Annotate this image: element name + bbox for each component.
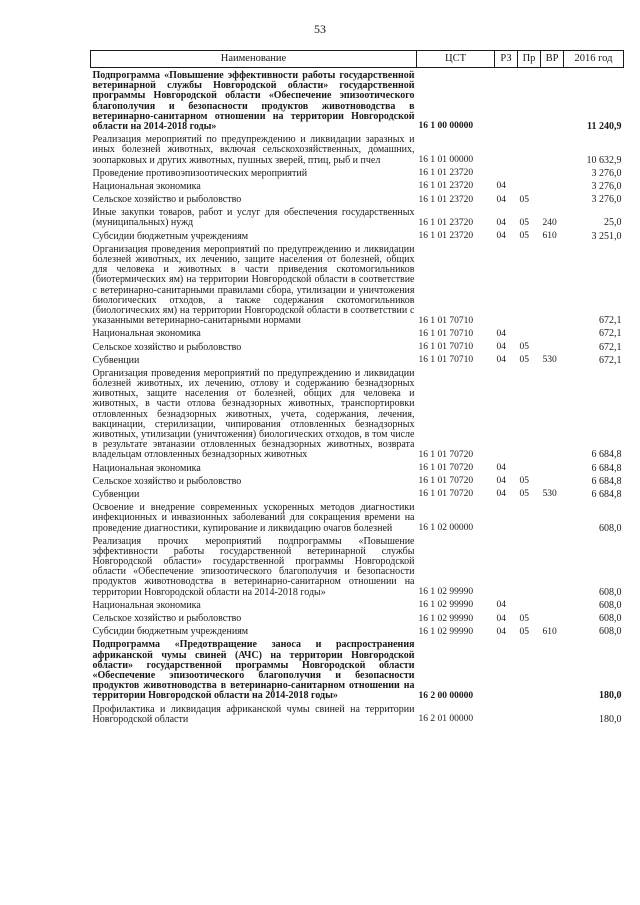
column-header-vr: ВР — [541, 51, 564, 68]
table-row — [91, 326, 624, 339]
table-row — [91, 166, 624, 179]
row-amount: 608,0 — [599, 599, 622, 611]
row-name: Подпрограмма «Повышение эффективности работы государственной ветеринарной службы Новгородской области» государственной программы Новгородской области «Обеспечение эпизоотического благополучия и безопасности продуктов животноводства в ветеринарно-санитарном отношении на территории Новгородской области на 2014-2018 годы» — [92, 70, 415, 132]
row-vr — [541, 366, 564, 461]
row-cst: 16 1 01 70710 — [418, 355, 474, 366]
table-row — [91, 487, 624, 500]
row-amount: 10 632,9 — [586, 154, 622, 166]
page-number: 53 — [314, 22, 326, 36]
row-vr — [541, 637, 564, 701]
row-vr — [541, 702, 564, 725]
table-row — [91, 353, 624, 366]
row-rz — [495, 637, 518, 701]
row-pr — [518, 132, 541, 166]
table-row — [91, 340, 624, 353]
row-pr — [518, 242, 541, 327]
row-rz: 04 — [496, 355, 506, 366]
row-pr — [518, 326, 541, 339]
row-cst: 16 1 01 70710 — [418, 315, 474, 326]
row-vr: 530 — [542, 355, 557, 366]
row-name: Национальная экономика — [92, 599, 201, 611]
row-pr — [518, 534, 541, 598]
row-amount: 608,0 — [599, 586, 622, 598]
table-row — [91, 179, 624, 192]
table-row — [91, 611, 624, 624]
row-cst: 16 1 01 70720 — [418, 449, 474, 460]
row-pr — [518, 702, 541, 725]
table-row — [91, 68, 624, 133]
row-vr — [541, 534, 564, 598]
row-cst: 16 1 00 00000 — [418, 121, 474, 132]
table-row — [91, 534, 624, 598]
row-name: Иные закупки товаров, работ и услуг для обеспечения государственных (муниципальных) нужд — [92, 207, 415, 229]
row-name: Реализация мероприятий по предупреждению и ликвидации заразных и иных болезней животных, включая сельскохозяйственных, домашних, зоопарковых и других животных, пушных зверей, птиц, рыб и пчел — [92, 134, 415, 166]
row-amount: 180,0 — [599, 713, 622, 725]
row-pr: 05 — [519, 217, 529, 228]
row-cst: 16 1 01 23720 — [418, 217, 474, 228]
row-vr — [541, 242, 564, 327]
row-name: Национальная экономика — [92, 328, 201, 340]
row-amount: 11 240,9 — [587, 120, 622, 132]
row-name: Профилактика и ликвидация африканской чумы свиней на территории Новгородской области — [92, 703, 415, 725]
row-rz: 04 — [496, 600, 506, 611]
row-rz: 04 — [496, 613, 506, 624]
table-row — [91, 229, 624, 242]
table-row — [91, 132, 624, 166]
row-amount: 25,0 — [604, 217, 622, 229]
row-amount: 608,0 — [599, 626, 622, 638]
row-vr: 610 — [542, 231, 557, 242]
row-rz: 04 — [496, 328, 506, 339]
row-rz: 04 — [496, 342, 506, 352]
row-cst: 16 1 01 70720 — [418, 463, 474, 474]
row-pr: 05 — [519, 231, 529, 242]
table-row — [91, 192, 624, 205]
row-amount: 3 276,0 — [591, 180, 622, 192]
row-rz — [495, 242, 518, 327]
row-rz: 04 — [496, 463, 506, 474]
row-vr — [541, 598, 564, 611]
table-row — [91, 242, 624, 327]
row-amount: 608,0 — [599, 613, 622, 624]
row-name: Национальная экономика — [92, 180, 201, 192]
row-vr — [541, 326, 564, 339]
table-row — [91, 461, 624, 474]
row-pr — [518, 366, 541, 461]
column-header-year: 2016 год — [564, 51, 624, 68]
row-vr — [541, 166, 564, 179]
row-rz: 04 — [496, 231, 506, 242]
row-pr — [518, 461, 541, 474]
row-vr — [541, 461, 564, 474]
row-rz: 04 — [496, 217, 506, 228]
row-pr — [518, 637, 541, 701]
row-vr — [541, 500, 564, 534]
row-rz — [495, 166, 518, 179]
table-row — [91, 702, 624, 725]
row-amount: 6 684,8 — [591, 462, 622, 474]
row-name: Сельское хозяйство и рыболовство — [92, 613, 242, 624]
row-vr — [541, 611, 564, 624]
row-cst: 16 1 01 23720 — [418, 181, 474, 192]
row-cst: 16 1 02 99990 — [418, 613, 474, 624]
table-row — [91, 474, 624, 487]
row-name: Сельское хозяйство и рыболовство — [92, 475, 242, 487]
row-pr: 05 — [519, 342, 529, 352]
table-row — [91, 637, 624, 701]
row-cst: 16 1 01 23720 — [418, 231, 474, 242]
row-name: Субсидии бюджетным учреждениям — [92, 626, 249, 638]
row-pr — [518, 166, 541, 179]
row-cst: 16 1 01 00000 — [418, 155, 474, 165]
row-cst: 16 1 02 99990 — [418, 600, 474, 611]
row-rz: 04 — [496, 489, 506, 500]
row-name: Субвенции — [92, 488, 140, 500]
row-rz — [495, 534, 518, 598]
row-amount: 672,1 — [599, 315, 622, 327]
row-cst: 16 1 02 00000 — [418, 523, 474, 533]
row-amount: 3 251,0 — [591, 230, 622, 242]
row-name: Субсидии бюджетным учреждениям — [92, 230, 249, 242]
row-rz — [495, 702, 518, 725]
row-vr: 240 — [542, 217, 557, 228]
row-cst: 16 1 02 99990 — [418, 626, 474, 637]
row-rz: 04 — [496, 626, 506, 637]
row-pr: 05 — [519, 489, 529, 500]
row-vr: 530 — [542, 489, 557, 500]
row-pr — [518, 598, 541, 611]
row-vr: 610 — [542, 626, 557, 637]
row-cst: 16 1 01 70710 — [418, 328, 474, 339]
row-name: Организация проведения мероприятий по предупреждению и ликвидации болезней животных, их лечению, отлову и содержанию безнадзорных животных, защите населения от болезней, общих для человека и животных, в части отлова безнадзорных животных, транспортировки отловленных безнадзорных животных, учета, содержания, лечения, вакцинации, стерилизации, чипирования отловленных безнадзорных животных, утилизации (уничтожения) биологических отходов, в том числе в результате эвтаназии отловленных безнадзорных животных, возврата владельцам отловленных безнадзорных животных — [92, 367, 415, 461]
row-amount: 672,1 — [599, 354, 622, 366]
row-pr — [518, 68, 541, 133]
row-pr: 05 — [519, 613, 529, 624]
table-header-row — [91, 51, 624, 68]
row-cst: 16 2 00 00000 — [418, 690, 474, 701]
row-amount: 180,0 — [599, 690, 622, 702]
row-rz — [495, 68, 518, 133]
table-row — [91, 624, 624, 637]
row-amount: 3 276,0 — [591, 167, 622, 179]
row-rz — [495, 132, 518, 166]
row-pr: 05 — [519, 476, 529, 487]
row-vr — [541, 132, 564, 166]
row-amount: 6 684,8 — [591, 488, 622, 500]
row-rz: 04 — [496, 476, 506, 487]
row-amount: 672,1 — [599, 341, 622, 353]
row-name: Национальная экономика — [92, 462, 201, 474]
table-row — [91, 500, 624, 534]
column-header-cst: ЦСТ — [417, 51, 495, 68]
row-vr — [541, 474, 564, 487]
row-amount: 672,1 — [599, 328, 622, 340]
row-pr: 05 — [519, 626, 529, 637]
row-name: Реализация прочих мероприятий подпрограммы «Повышение эффективности работы государственной ветеринарной службы Новгородской области» государственной программы Новгородской области «Обеспечение эпизоотического благополучия и безопасности продуктов животноводства в ветеринарно-санитарном отношении на территории Новгородской области на 2014-2018 годы» — [92, 535, 415, 598]
row-name: Субвенции — [92, 354, 140, 366]
row-amount: 608,0 — [599, 522, 622, 534]
row-pr — [518, 179, 541, 192]
row-cst: 16 1 01 23720 — [418, 168, 474, 179]
row-pr: 05 — [519, 355, 529, 366]
column-header-name: Наименование — [91, 51, 417, 68]
column-header-rz: РЗ — [495, 51, 518, 68]
row-pr — [518, 500, 541, 534]
row-name: Проведение противоэпизоотических мероприятий — [92, 167, 308, 179]
row-name: Сельское хозяйство и рыболовство — [92, 341, 242, 353]
row-name: Освоение и внедрение современных ускоренных методов диагностики инфекционных и инвазионных заболеваний для сокращения времени на проведение диагностики, купирование и ликвидацию очагов болезней — [92, 502, 415, 534]
row-rz: 04 — [496, 194, 506, 205]
row-cst: 16 1 01 70720 — [418, 489, 474, 500]
row-name: Организация проведения мероприятий по предупреждению и ликвидации болезней животных, их лечению, защите населения от болезней, общих для человека и животных в части приведения скотомогильников (биотермических ям) на территории Новгородской области в соответствие с ветеринарно-санитарными правилами сбора, утилизации и уничтожения биологических отходов, а также содержания скотомогильников (биологических ям) на территории Новгородской области в соответствии с указанными ветеринарно-санитарными нормами — [92, 243, 415, 327]
row-amount: 6 684,8 — [591, 449, 622, 461]
row-vr — [541, 68, 564, 133]
row-vr — [541, 192, 564, 205]
row-pr: 05 — [519, 194, 529, 205]
row-name: Сельское хозяйство и рыболовство — [92, 194, 242, 206]
row-cst: 16 2 01 00000 — [418, 714, 474, 725]
table-row — [91, 598, 624, 611]
row-rz — [495, 500, 518, 534]
row-cst: 16 1 01 70720 — [418, 476, 474, 487]
row-amount: 6 684,8 — [591, 475, 622, 487]
row-cst: 16 1 01 70710 — [418, 342, 474, 352]
row-cst: 16 1 01 23720 — [418, 194, 474, 205]
table-row — [91, 366, 624, 461]
row-amount: 3 276,0 — [591, 194, 622, 206]
row-cst: 16 1 02 99990 — [418, 587, 474, 598]
column-header-pr: Пр — [518, 51, 541, 68]
row-name: Подпрограмма «Предотвращение заноса и распространения африканской чумы свиней (АЧС) на территории Новгородской области» государственной программы Новгородской области «Обеспечение эпизоотического благополучия и безопасности продуктов животноводства в ветеринарно-санитарном отношении на территории Новгородской области на 2014-2018 годы» — [92, 639, 415, 702]
row-rz: 04 — [496, 181, 506, 192]
row-rz — [495, 366, 518, 461]
table-body — [91, 68, 624, 725]
row-vr — [541, 340, 564, 353]
table-row — [91, 205, 624, 228]
budget-table — [90, 50, 624, 725]
row-vr — [541, 179, 564, 192]
